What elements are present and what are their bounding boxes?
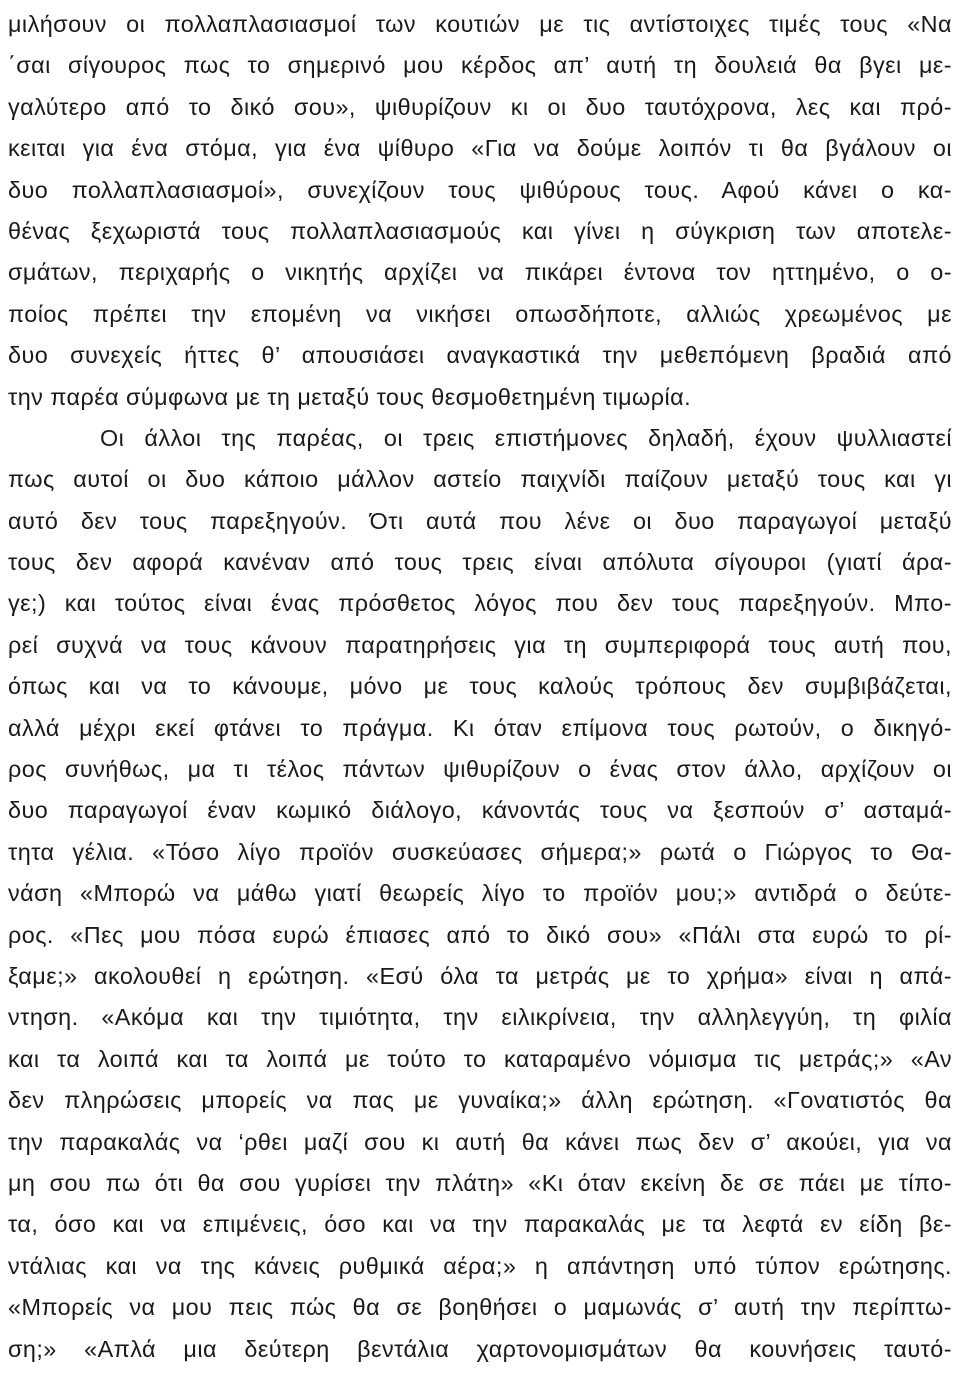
text-line: ΄σαι σίγουρος πως το σημερινό μου κέρδος απ’ αυτή τη δουλειά θα βγει με-	[8, 52, 952, 79]
text-line: σμάτων, περιχαρής ο νικητής αρχίζει να πικάρει έντονα τον ηττημένο, ο ο-	[8, 259, 952, 286]
text-line: την παρακαλάς να ‘ρθει μαζί σου κι αυτή θα κάνει πως δεν σ’ ακούει, για να	[8, 1128, 952, 1155]
text-line: ποίος πρέπει την επομένη να νικήσει οπωσδήποτε, αλλιώς χρεωμένος με	[8, 300, 952, 327]
text-line: μιλήσουν οι πολλαπλασιασμοί των κουτιών με τις αντίστοιχες τιμές τους «Να	[8, 11, 952, 37]
text-line: την παρέα σύμφωνα με τη μεταξύ τους θεσμοθετημένη τιμωρία.	[8, 383, 692, 410]
text-line: δεν πληρώσεις μπορείς να πας με γυναίκα;» άλλη ερώτηση. «Γονατιστός θα	[8, 1087, 952, 1114]
text-line: δυο πολλαπλασιασμοί», συνεχίζουν τους ψιθύρους τους. Αφού κάνει ο κα-	[8, 176, 952, 203]
text-line: κειται για ένα στόμα, για ένα ψίθυρο «Για να δούμε λοιπόν τι θα βγάλουν οι	[8, 135, 952, 162]
text-line: ρος συνήθως, μα τι τέλος πάντων ψιθυρίζουν ο ένας στον άλλο, αρχίζουν οι	[8, 756, 952, 783]
text-line: δυο συνεχείς ήττες θ’ απουσιάσει αναγκαστικά την μεθεπόμενη βραδιά από	[8, 342, 952, 369]
text-line: τητα γέλια. «Τόσο λίγο προϊόν συσκεύασες σήμερα;» ρωτά ο Γιώργος το Θα-	[8, 838, 952, 865]
text-line: τους δεν αφορά κανέναν από τους τρεις είναι απόλυτα σίγουροι (γιατί άρα-	[8, 549, 952, 576]
text-line: γαλύτερο από το δικό σου», ψιθυρίζουν κι οι δυο ταυτόχρονα, λες και πρό-	[8, 93, 952, 120]
text-line: όπως και να το κάνουμε, μόνο με τους καλούς τρόπους δεν συμβιβάζεται,	[8, 673, 952, 700]
text-line: τα, όσο και να επιμένεις, όσο και να την παρακαλάς με τα λεφτά εν είδη βε-	[8, 1211, 952, 1238]
text-line: θένας ξεχωριστά τους πολλαπλασιασμούς και γίνει η σύγκριση των αποτελε-	[8, 217, 952, 244]
text-line: ξαμε;» ακολουθεί η ερώτηση. «Εσύ όλα τα μετράς με το χρήμα» είναι η απά-	[8, 962, 952, 989]
text-line: ντηση. «Ακόμα και την τιμιότητα, την ειλικρίνεια, την αλληλεγγύη, τη φιλία	[8, 1004, 952, 1031]
text-line: γε;) και τούτος είναι ένας πρόσθετος λόγος που δεν τους παρεξηγούν. Μπο-	[8, 590, 952, 617]
text-line: Οι άλλοι της παρέας, οι τρεις επιστήμονες δηλαδή, έχουν ψυλλιαστεί	[100, 424, 952, 451]
text-line: «Μπορείς να μου πεις πώς θα σε βοηθήσει ο μαμωνάς σ’ αυτή την περίπτω-	[8, 1294, 952, 1321]
paragraph-2	[8, 418, 952, 1370]
document-page	[8, 4, 952, 1370]
text-line: αυτό δεν τους παρεξηγούν. Ότι αυτά που λένε οι δυο παραγωγοί μεταξύ	[8, 507, 952, 534]
text-line: μη σου πω ότι θα σου γυρίσει την πλάτη» «Κι όταν εκείνη δε σε πάει με τίπο-	[8, 1169, 952, 1196]
text-line: νάση «Μπορώ να μάθω γιατί θεωρείς λίγο το προϊόν μου;» αντιδρά ο δεύτε-	[8, 880, 952, 907]
text-line: ση;» «Απλά μια δεύτερη βεντάλια χαρτονομισμάτων θα κουνήσεις ταυτό-	[8, 1335, 952, 1362]
text-line: ρεί συχνά να τους κάνουν παρατηρήσεις για τη συμπεριφορά τους αυτή που,	[8, 631, 952, 658]
text-line: και τα λοιπά και τα λοιπά με τούτο το καταραμένο νόμισμα τις μετράς;» «Αν	[8, 1045, 952, 1072]
text-line: δυο παραγωγοί έναν κωμικό διάλογο, κάνοντάς τους να ξεσπούν σ’ ασταμά-	[8, 797, 952, 824]
text-line: πως αυτοί οι δυο κάποιο μάλλον αστείο παιχνίδι παίζουν μεταξύ τους και γι	[8, 466, 952, 493]
text-line: αλλά μέχρι εκεί φτάνει το πράγμα. Κι όταν επίμονα τους ρωτούν, ο δικηγό-	[8, 714, 952, 741]
text-line: ρος. «Πες μου πόσα ευρώ έπιασες από το δικό σου» «Πάλι στα ευρώ το ρί-	[8, 921, 952, 948]
text-line: ντάλιας και να της κάνεις ρυθμικά αέρα;» η απάντηση υπό τύπον ερώτησης.	[8, 1252, 952, 1279]
paragraph-1	[8, 4, 952, 418]
